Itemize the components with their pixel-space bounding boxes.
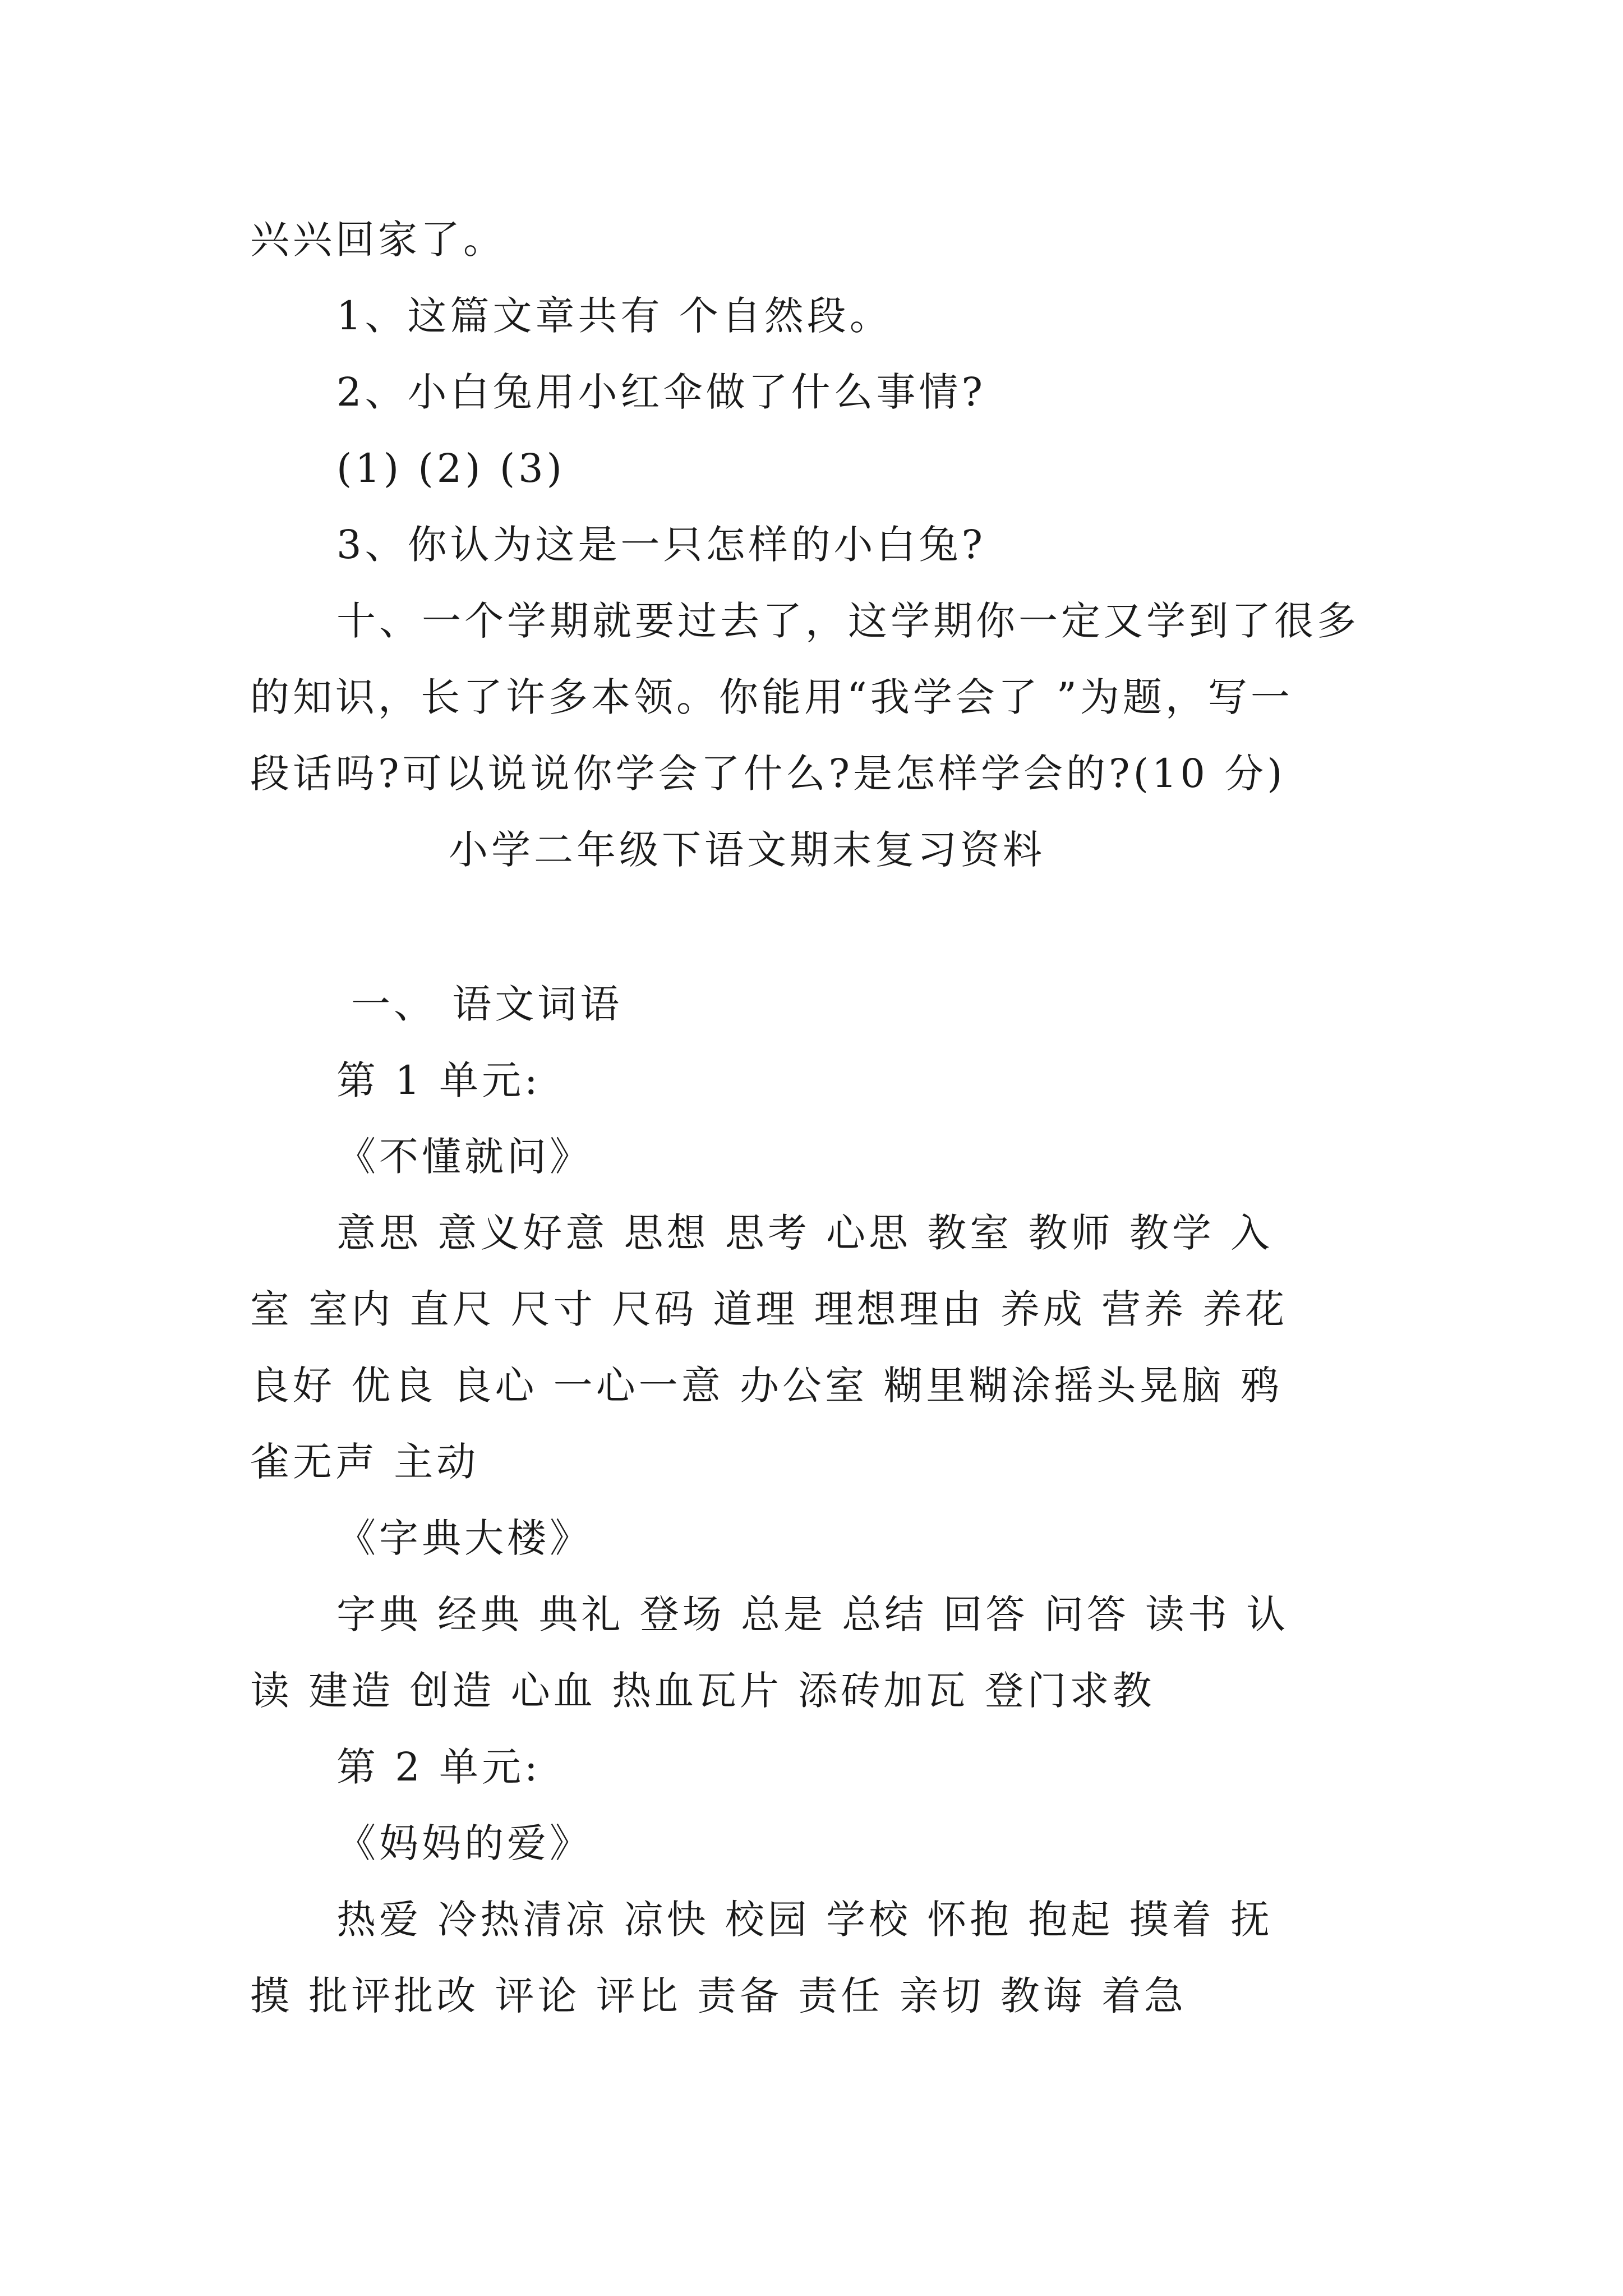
- vocab-line: 室 室内 直尺 尺寸 尺码 道理 理想理由 养成 营养 养花: [250, 1286, 1288, 1332]
- writing-prompt-line: 段话吗?可以说说你学会了什么?是怎样学会的?(10 分): [250, 751, 1286, 797]
- lesson-title: 《不懂就问》: [336, 1134, 592, 1180]
- vocab-line: 摸 批评批改 评论 评比 责备 责任 亲切 教诲 着急: [250, 1973, 1187, 2019]
- vocab-line: 读 建造 创造 心血 热血瓦片 添砖加瓦 登门求教: [250, 1668, 1155, 1714]
- answer-line: (1) (2) (3): [336, 445, 565, 491]
- section-heading: 一、 语文词语: [351, 981, 623, 1027]
- writing-prompt-line: 的知识，长了许多本领。你能用“我学会了 ”为题，写一: [250, 674, 1293, 720]
- question-line: 3、你认为这是一只怎样的小白兔?: [336, 522, 986, 568]
- question-line: 1、这篇文章共有 个自然段。: [336, 293, 892, 339]
- question-line: 2、小白兔用小红伞做了什么事情?: [336, 369, 986, 415]
- text-line: 兴兴回家了。: [250, 217, 506, 263]
- vocab-line: 良好 优良 良心 一心一意 办公室 糊里糊涂摇头晃脑 鸦: [250, 1363, 1283, 1409]
- document-title: 小学二年级下语文期末复习资料: [449, 827, 1045, 873]
- vocab-line: 意思 意义好意 思想 思考 心思 教室 教师 教学 入: [336, 1210, 1274, 1256]
- unit-heading: 第 2 单元:: [336, 1744, 541, 1790]
- unit-heading: 第 1 单元:: [336, 1057, 541, 1103]
- lesson-title: 《字典大楼》: [336, 1515, 592, 1561]
- vocab-line: 字典 经典 典礼 登场 总是 总结 回答 问答 读书 认: [336, 1591, 1289, 1637]
- vocab-line: 热爱 冷热清凉 凉快 校园 学校 怀抱 抱起 摸着 抚: [336, 1897, 1274, 1943]
- vocab-line: 雀无声 主动: [250, 1439, 479, 1485]
- writing-prompt-line: 十、一个学期就要过去了，这学期你一定又学到了很多: [336, 598, 1359, 644]
- lesson-title: 《妈妈的爱》: [336, 1820, 592, 1866]
